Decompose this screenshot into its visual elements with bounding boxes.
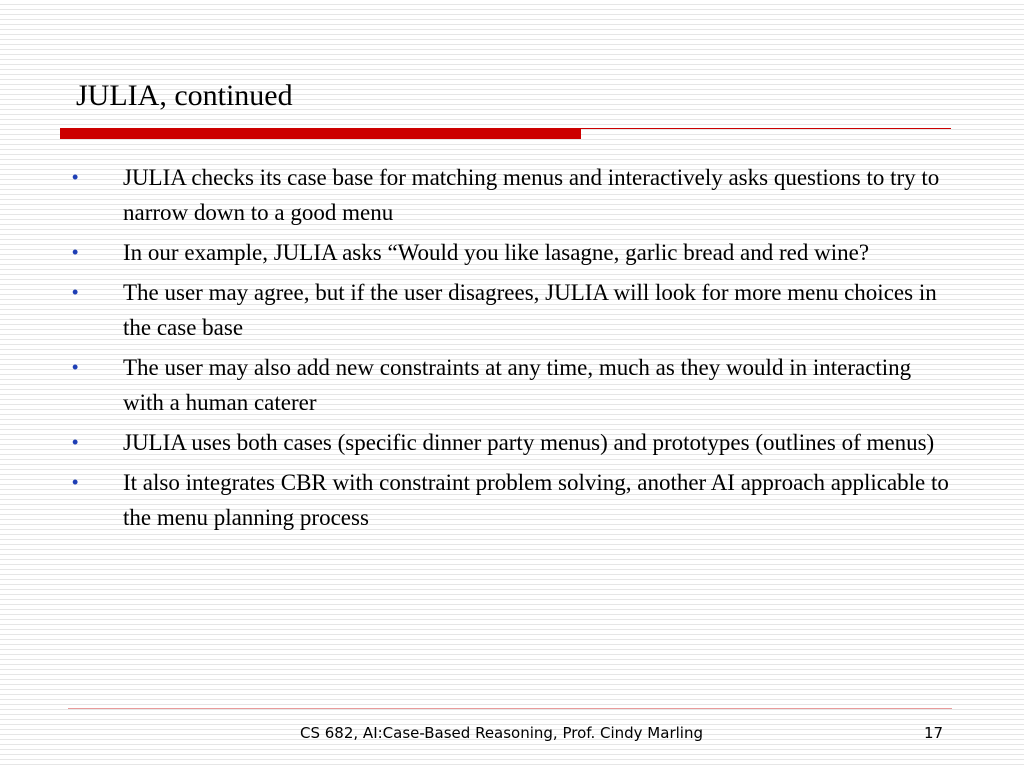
bullet-dot-icon: • [72, 472, 79, 492]
bullet-item [72, 160, 952, 230]
bullet-text: JULIA checks its case base for matching menus and interactively asks questions to try to narrow down to a good menu [123, 165, 940, 225]
bullet-text: In our example, JULIA asks “Would you like lasagne, garlic bread and red wine? [123, 240, 870, 265]
page-number: 17 [924, 724, 944, 742]
bullet-item [72, 425, 952, 460]
bullet-item [72, 465, 952, 535]
bullet-dot-icon: • [72, 167, 79, 187]
bullet-item [72, 275, 952, 345]
footer-divider-line [68, 708, 952, 709]
title-accent-bar [60, 128, 581, 139]
bullet-dot-icon: • [72, 432, 79, 452]
bullet-text: It also integrates CBR with constraint problem solving, another AI approach applicable to the menu planning process [123, 470, 949, 530]
bullet-dot-icon: • [72, 282, 79, 302]
bullet-dot-icon: • [72, 242, 79, 262]
bullet-item [72, 235, 952, 270]
bullet-dot-icon: • [72, 357, 79, 377]
bullet-item [72, 350, 952, 420]
bullet-text: The user may also add new constraints at any time, much as they would in interacting with a human caterer [123, 355, 912, 415]
title-divider-line [581, 128, 951, 129]
footer-course-label: CS 682, AI:Case-Based Reasoning, Prof. Cindy Marling [300, 724, 703, 742]
slide-title: JULIA, continued [76, 79, 293, 112]
bullet-list [72, 160, 952, 540]
bullet-text: JULIA uses both cases (specific dinner party menus) and prototypes (outlines of menus) [123, 430, 935, 455]
bullet-text: The user may agree, but if the user disagrees, JULIA will look for more menu choices in the case base [123, 280, 937, 340]
